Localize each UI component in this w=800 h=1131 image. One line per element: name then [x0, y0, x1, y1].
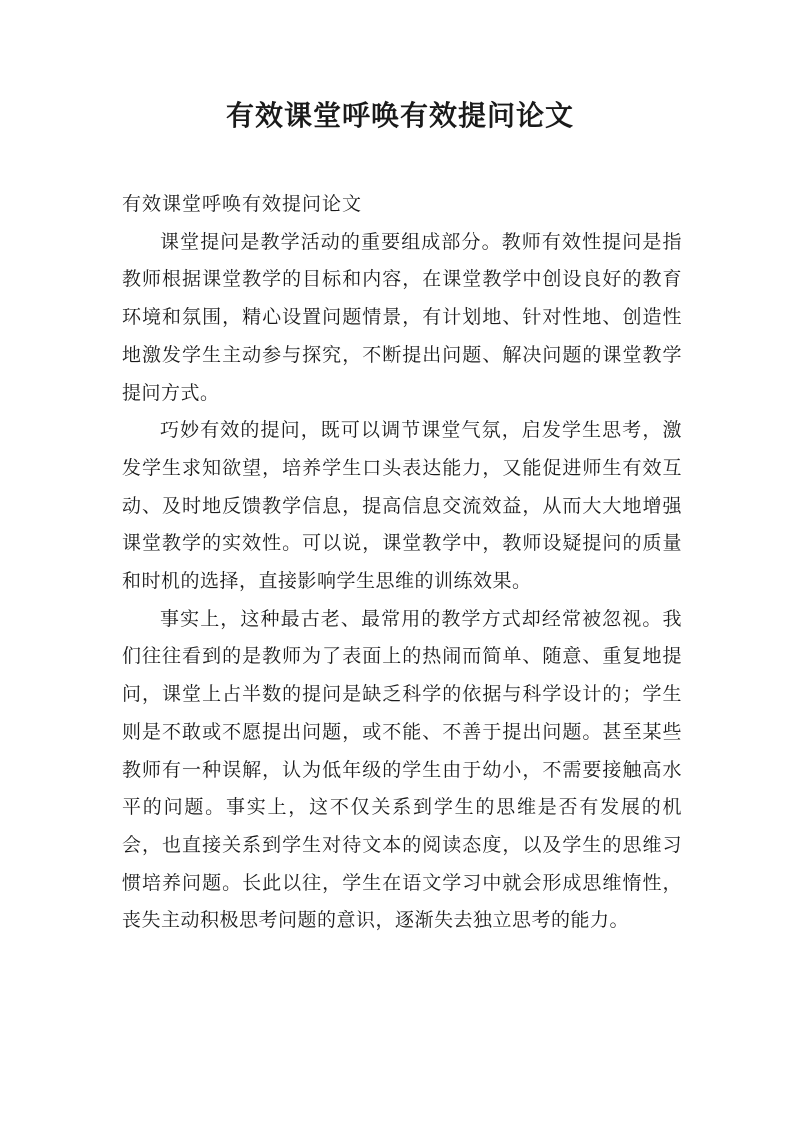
paragraph-1: 课堂提问是教学活动的重要组成部分。教师有效性提问是指教师根据课堂教学的目标和内容，在课堂教学中创设良好的教育环境和氛围，精心设置问题情景，有计划地、针对性地、创造性地激发学生主动参与探究，不断提出问题、解决问题的课堂教学提问方式。 [122, 230, 682, 404]
document-subtitle: 有效课堂呼唤有效提问论文 [122, 193, 363, 215]
paragraph-3: 事实上，这种最古老、最常用的教学方式却经常被忽视。我们往往看到的是教师为了表面上的热闹而简单、随意、重复地提问，课堂上占半数的提问是缺乏科学的依据与科学设计的；学生则是不敢或不愿提出问题，或不能、不善于提出问题。甚至某些教师有一种误解，认为低年级的学生由于幼小，不需要接触高水平的问题。事实上，这不仅关系到学生的思维是否有发展的机会，也直接关系到学生对待文本的阅读态度，以及学生的思维习惯培养问题。长此以往，学生在语文学习中就会形成思维惰性，丧失主动积极思考问题的意识，逐渐失去独立思考的能力。 [122, 607, 682, 932]
document-body [122, 186, 682, 940]
paragraph-2: 巧妙有效的提问，既可以调节课堂气氛，启发学生思考，激发学生求知欲望，培养学生口头表达能力，又能促进师生有效互动、及时地反馈教学信息，提高信息交流效益，从而大大地增强课堂教学的实效性。可以说，课堂教学中，教师设疑提问的质量和时机的选择，直接影响学生思维的训练效果。 [122, 419, 682, 593]
page-title: 有效课堂呼唤有效提问论文 [225, 99, 574, 132]
